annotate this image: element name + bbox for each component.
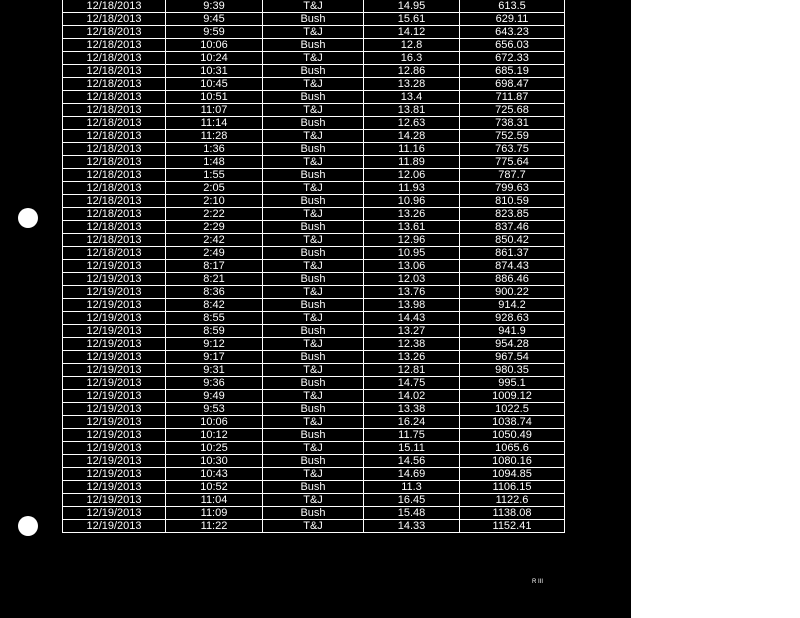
table-row (63, 78, 565, 91)
table-row (63, 468, 565, 481)
row-value: 13.27 (364, 325, 460, 338)
row-date: 12/19/2013 (63, 364, 166, 377)
table-row (63, 39, 565, 52)
row-time: 8:17 (166, 260, 263, 273)
row-name: Bush (263, 221, 364, 234)
row-name: Bush (263, 455, 364, 468)
table-row (63, 65, 565, 78)
row-date: 12/18/2013 (63, 104, 166, 117)
row-value: 13.28 (364, 78, 460, 91)
row-total: 685.19 (460, 65, 565, 78)
row-value: 11.93 (364, 182, 460, 195)
row-time: 9:39 (166, 0, 263, 13)
row-time: 10:30 (166, 455, 263, 468)
row-value: 16.24 (364, 416, 460, 429)
row-time: 10:51 (166, 91, 263, 104)
row-name: T&J (263, 494, 364, 507)
table-row (63, 390, 565, 403)
table-row (63, 26, 565, 39)
row-total: 1050.49 (460, 429, 565, 442)
row-date: 12/18/2013 (63, 156, 166, 169)
row-date: 12/19/2013 (63, 494, 166, 507)
row-value: 12.03 (364, 273, 460, 286)
row-time: 8:21 (166, 273, 263, 286)
row-name: T&J (263, 442, 364, 455)
row-total: 763.75 (460, 143, 565, 156)
table-row (63, 117, 565, 130)
row-date: 12/19/2013 (63, 403, 166, 416)
row-total: 914.2 (460, 299, 565, 312)
row-date: 12/19/2013 (63, 455, 166, 468)
row-time: 11:22 (166, 520, 263, 533)
row-time: 9:59 (166, 26, 263, 39)
log-table-body (63, 0, 565, 533)
row-time: 9:49 (166, 390, 263, 403)
table-row (63, 260, 565, 273)
row-date: 12/19/2013 (63, 325, 166, 338)
row-date: 12/19/2013 (63, 507, 166, 520)
row-value: 12.06 (364, 169, 460, 182)
row-total: 1022.5 (460, 403, 565, 416)
row-value: 13.98 (364, 299, 460, 312)
row-total: 629.11 (460, 13, 565, 26)
row-value: 14.95 (364, 0, 460, 13)
row-total: 837.46 (460, 221, 565, 234)
row-name: T&J (263, 0, 364, 13)
row-total: 787.7 (460, 169, 565, 182)
table-row (63, 208, 565, 221)
row-date: 12/18/2013 (63, 91, 166, 104)
row-value: 14.75 (364, 377, 460, 390)
row-value: 14.43 (364, 312, 460, 325)
row-date: 12/18/2013 (63, 78, 166, 91)
row-name: Bush (263, 91, 364, 104)
row-value: 13.81 (364, 104, 460, 117)
table-row (63, 195, 565, 208)
row-date: 12/19/2013 (63, 338, 166, 351)
row-name: T&J (263, 520, 364, 533)
row-name: Bush (263, 13, 364, 26)
table-row (63, 130, 565, 143)
row-name: T&J (263, 260, 364, 273)
table-row (63, 52, 565, 65)
row-date: 12/19/2013 (63, 442, 166, 455)
row-total: 861.37 (460, 247, 565, 260)
row-time: 8:55 (166, 312, 263, 325)
row-total: 941.9 (460, 325, 565, 338)
table-row (63, 169, 565, 182)
row-total: 967.54 (460, 351, 565, 364)
table-row (63, 481, 565, 494)
table-row (63, 325, 565, 338)
row-value: 11.3 (364, 481, 460, 494)
row-date: 12/18/2013 (63, 182, 166, 195)
row-value: 14.28 (364, 130, 460, 143)
row-date: 12/18/2013 (63, 117, 166, 130)
row-name: Bush (263, 143, 364, 156)
row-total: 725.68 (460, 104, 565, 117)
row-time: 10:12 (166, 429, 263, 442)
row-name: Bush (263, 325, 364, 338)
row-name: T&J (263, 286, 364, 299)
row-total: 1009.12 (460, 390, 565, 403)
row-date: 12/19/2013 (63, 312, 166, 325)
row-date: 12/18/2013 (63, 13, 166, 26)
table-row (63, 234, 565, 247)
row-date: 12/19/2013 (63, 299, 166, 312)
row-value: 11.16 (364, 143, 460, 156)
row-name: Bush (263, 299, 364, 312)
row-name: T&J (263, 104, 364, 117)
row-value: 13.4 (364, 91, 460, 104)
row-time: 2:22 (166, 208, 263, 221)
table-row (63, 91, 565, 104)
row-time: 10:31 (166, 65, 263, 78)
table-row (63, 520, 565, 533)
table-row (63, 299, 565, 312)
punch-hole-bottom (18, 516, 38, 536)
row-total: 711.87 (460, 91, 565, 104)
row-date: 12/18/2013 (63, 221, 166, 234)
row-total: 1080.16 (460, 455, 565, 468)
row-total: 874.43 (460, 260, 565, 273)
row-time: 10:06 (166, 416, 263, 429)
row-time: 1:55 (166, 169, 263, 182)
row-value: 13.76 (364, 286, 460, 299)
row-time: 11:09 (166, 507, 263, 520)
row-total: 1106.15 (460, 481, 565, 494)
row-time: 10:25 (166, 442, 263, 455)
table-row (63, 494, 565, 507)
row-value: 10.96 (364, 195, 460, 208)
row-value: 16.3 (364, 52, 460, 65)
row-date: 12/19/2013 (63, 481, 166, 494)
row-value: 12.38 (364, 338, 460, 351)
row-time: 2:05 (166, 182, 263, 195)
table-row (63, 403, 565, 416)
table-row (63, 247, 565, 260)
row-name: Bush (263, 169, 364, 182)
row-value: 12.86 (364, 65, 460, 78)
table-row (63, 13, 565, 26)
row-value: 14.12 (364, 26, 460, 39)
row-total: 672.33 (460, 52, 565, 65)
row-name: T&J (263, 208, 364, 221)
row-name: Bush (263, 507, 364, 520)
row-date: 12/18/2013 (63, 26, 166, 39)
row-total: 823.85 (460, 208, 565, 221)
row-value: 12.96 (364, 234, 460, 247)
row-date: 12/18/2013 (63, 0, 166, 13)
row-value: 16.45 (364, 494, 460, 507)
table-row (63, 507, 565, 520)
row-value: 13.38 (364, 403, 460, 416)
row-time: 8:59 (166, 325, 263, 338)
row-total: 643.23 (460, 26, 565, 39)
row-value: 12.63 (364, 117, 460, 130)
row-total: 799.63 (460, 182, 565, 195)
row-value: 13.61 (364, 221, 460, 234)
table-row (63, 182, 565, 195)
row-time: 2:49 (166, 247, 263, 260)
row-date: 12/18/2013 (63, 247, 166, 260)
table-row (63, 364, 565, 377)
row-value: 12.81 (364, 364, 460, 377)
row-date: 12/19/2013 (63, 429, 166, 442)
row-time: 11:28 (166, 130, 263, 143)
row-value: 13.26 (364, 351, 460, 364)
table-row (63, 312, 565, 325)
row-total: 1094.85 (460, 468, 565, 481)
row-name: Bush (263, 39, 364, 52)
row-value: 12.8 (364, 39, 460, 52)
row-name: Bush (263, 481, 364, 494)
row-name: T&J (263, 468, 364, 481)
row-name: T&J (263, 338, 364, 351)
punch-hole-top (18, 208, 38, 228)
row-date: 12/18/2013 (63, 169, 166, 182)
row-value: 15.11 (364, 442, 460, 455)
row-name: Bush (263, 195, 364, 208)
row-time: 1:48 (166, 156, 263, 169)
row-value: 14.69 (364, 468, 460, 481)
row-value: 11.89 (364, 156, 460, 169)
row-date: 12/18/2013 (63, 65, 166, 78)
row-name: T&J (263, 312, 364, 325)
row-name: T&J (263, 234, 364, 247)
row-name: T&J (263, 52, 364, 65)
row-name: Bush (263, 273, 364, 286)
row-value: 14.56 (364, 455, 460, 468)
row-value: 15.48 (364, 507, 460, 520)
row-total: 1152.41 (460, 520, 565, 533)
row-name: Bush (263, 65, 364, 78)
row-date: 12/18/2013 (63, 208, 166, 221)
table-row (63, 351, 565, 364)
row-date: 12/18/2013 (63, 130, 166, 143)
row-total: 810.59 (460, 195, 565, 208)
row-time: 10:52 (166, 481, 263, 494)
row-value: 11.75 (364, 429, 460, 442)
row-time: 8:36 (166, 286, 263, 299)
table-row (63, 273, 565, 286)
row-time: 2:29 (166, 221, 263, 234)
table-row (63, 429, 565, 442)
row-name: T&J (263, 364, 364, 377)
row-total: 995.1 (460, 377, 565, 390)
row-name: T&J (263, 78, 364, 91)
row-date: 12/19/2013 (63, 468, 166, 481)
row-name: Bush (263, 403, 364, 416)
row-value: 15.61 (364, 13, 460, 26)
footer-mark: R III (532, 579, 544, 585)
row-date: 12/19/2013 (63, 416, 166, 429)
table-row (63, 104, 565, 117)
table-row (63, 442, 565, 455)
row-time: 10:24 (166, 52, 263, 65)
row-time: 9:12 (166, 338, 263, 351)
row-time: 9:36 (166, 377, 263, 390)
row-total: 928.63 (460, 312, 565, 325)
row-total: 656.03 (460, 39, 565, 52)
row-time: 10:06 (166, 39, 263, 52)
row-name: T&J (263, 390, 364, 403)
table-row (63, 0, 565, 13)
table-row (63, 377, 565, 390)
row-date: 12/19/2013 (63, 377, 166, 390)
row-time: 2:10 (166, 195, 263, 208)
row-date: 12/19/2013 (63, 286, 166, 299)
row-date: 12/19/2013 (63, 260, 166, 273)
row-name: T&J (263, 130, 364, 143)
row-date: 12/18/2013 (63, 39, 166, 52)
row-total: 752.59 (460, 130, 565, 143)
row-name: T&J (263, 182, 364, 195)
row-total: 1138.08 (460, 507, 565, 520)
row-time: 8:42 (166, 299, 263, 312)
row-date: 12/19/2013 (63, 520, 166, 533)
row-time: 2:42 (166, 234, 263, 247)
row-time: 9:45 (166, 13, 263, 26)
row-time: 11:14 (166, 117, 263, 130)
row-date: 12/18/2013 (63, 143, 166, 156)
row-total: 698.47 (460, 78, 565, 91)
row-total: 900.22 (460, 286, 565, 299)
row-time: 11:07 (166, 104, 263, 117)
row-time: 9:17 (166, 351, 263, 364)
row-name: Bush (263, 247, 364, 260)
row-total: 980.35 (460, 364, 565, 377)
table-row (63, 338, 565, 351)
row-name: T&J (263, 156, 364, 169)
row-date: 12/18/2013 (63, 52, 166, 65)
row-value: 10.95 (364, 247, 460, 260)
row-value: 13.26 (364, 208, 460, 221)
row-name: Bush (263, 429, 364, 442)
table-row (63, 143, 565, 156)
row-date: 12/19/2013 (63, 390, 166, 403)
row-total: 1038.74 (460, 416, 565, 429)
row-name: Bush (263, 117, 364, 130)
row-value: 14.33 (364, 520, 460, 533)
row-time: 11:04 (166, 494, 263, 507)
row-date: 12/18/2013 (63, 195, 166, 208)
row-name: Bush (263, 351, 364, 364)
row-time: 10:43 (166, 468, 263, 481)
row-date: 12/18/2013 (63, 234, 166, 247)
table-row (63, 416, 565, 429)
row-total: 1065.6 (460, 442, 565, 455)
row-total: 738.31 (460, 117, 565, 130)
row-time: 1:36 (166, 143, 263, 156)
row-total: 886.46 (460, 273, 565, 286)
log-table (62, 0, 565, 533)
row-total: 954.28 (460, 338, 565, 351)
table-row (63, 156, 565, 169)
row-value: 14.02 (364, 390, 460, 403)
row-name: Bush (263, 377, 364, 390)
row-name: T&J (263, 416, 364, 429)
table-row (63, 221, 565, 234)
table-row (63, 455, 565, 468)
row-name: T&J (263, 26, 364, 39)
row-time: 10:45 (166, 78, 263, 91)
row-total: 613.5 (460, 0, 565, 13)
row-time: 9:53 (166, 403, 263, 416)
row-total: 775.64 (460, 156, 565, 169)
row-total: 850.42 (460, 234, 565, 247)
row-date: 12/19/2013 (63, 273, 166, 286)
row-time: 9:31 (166, 364, 263, 377)
row-total: 1122.6 (460, 494, 565, 507)
table-row (63, 286, 565, 299)
row-value: 13.06 (364, 260, 460, 273)
row-date: 12/19/2013 (63, 351, 166, 364)
